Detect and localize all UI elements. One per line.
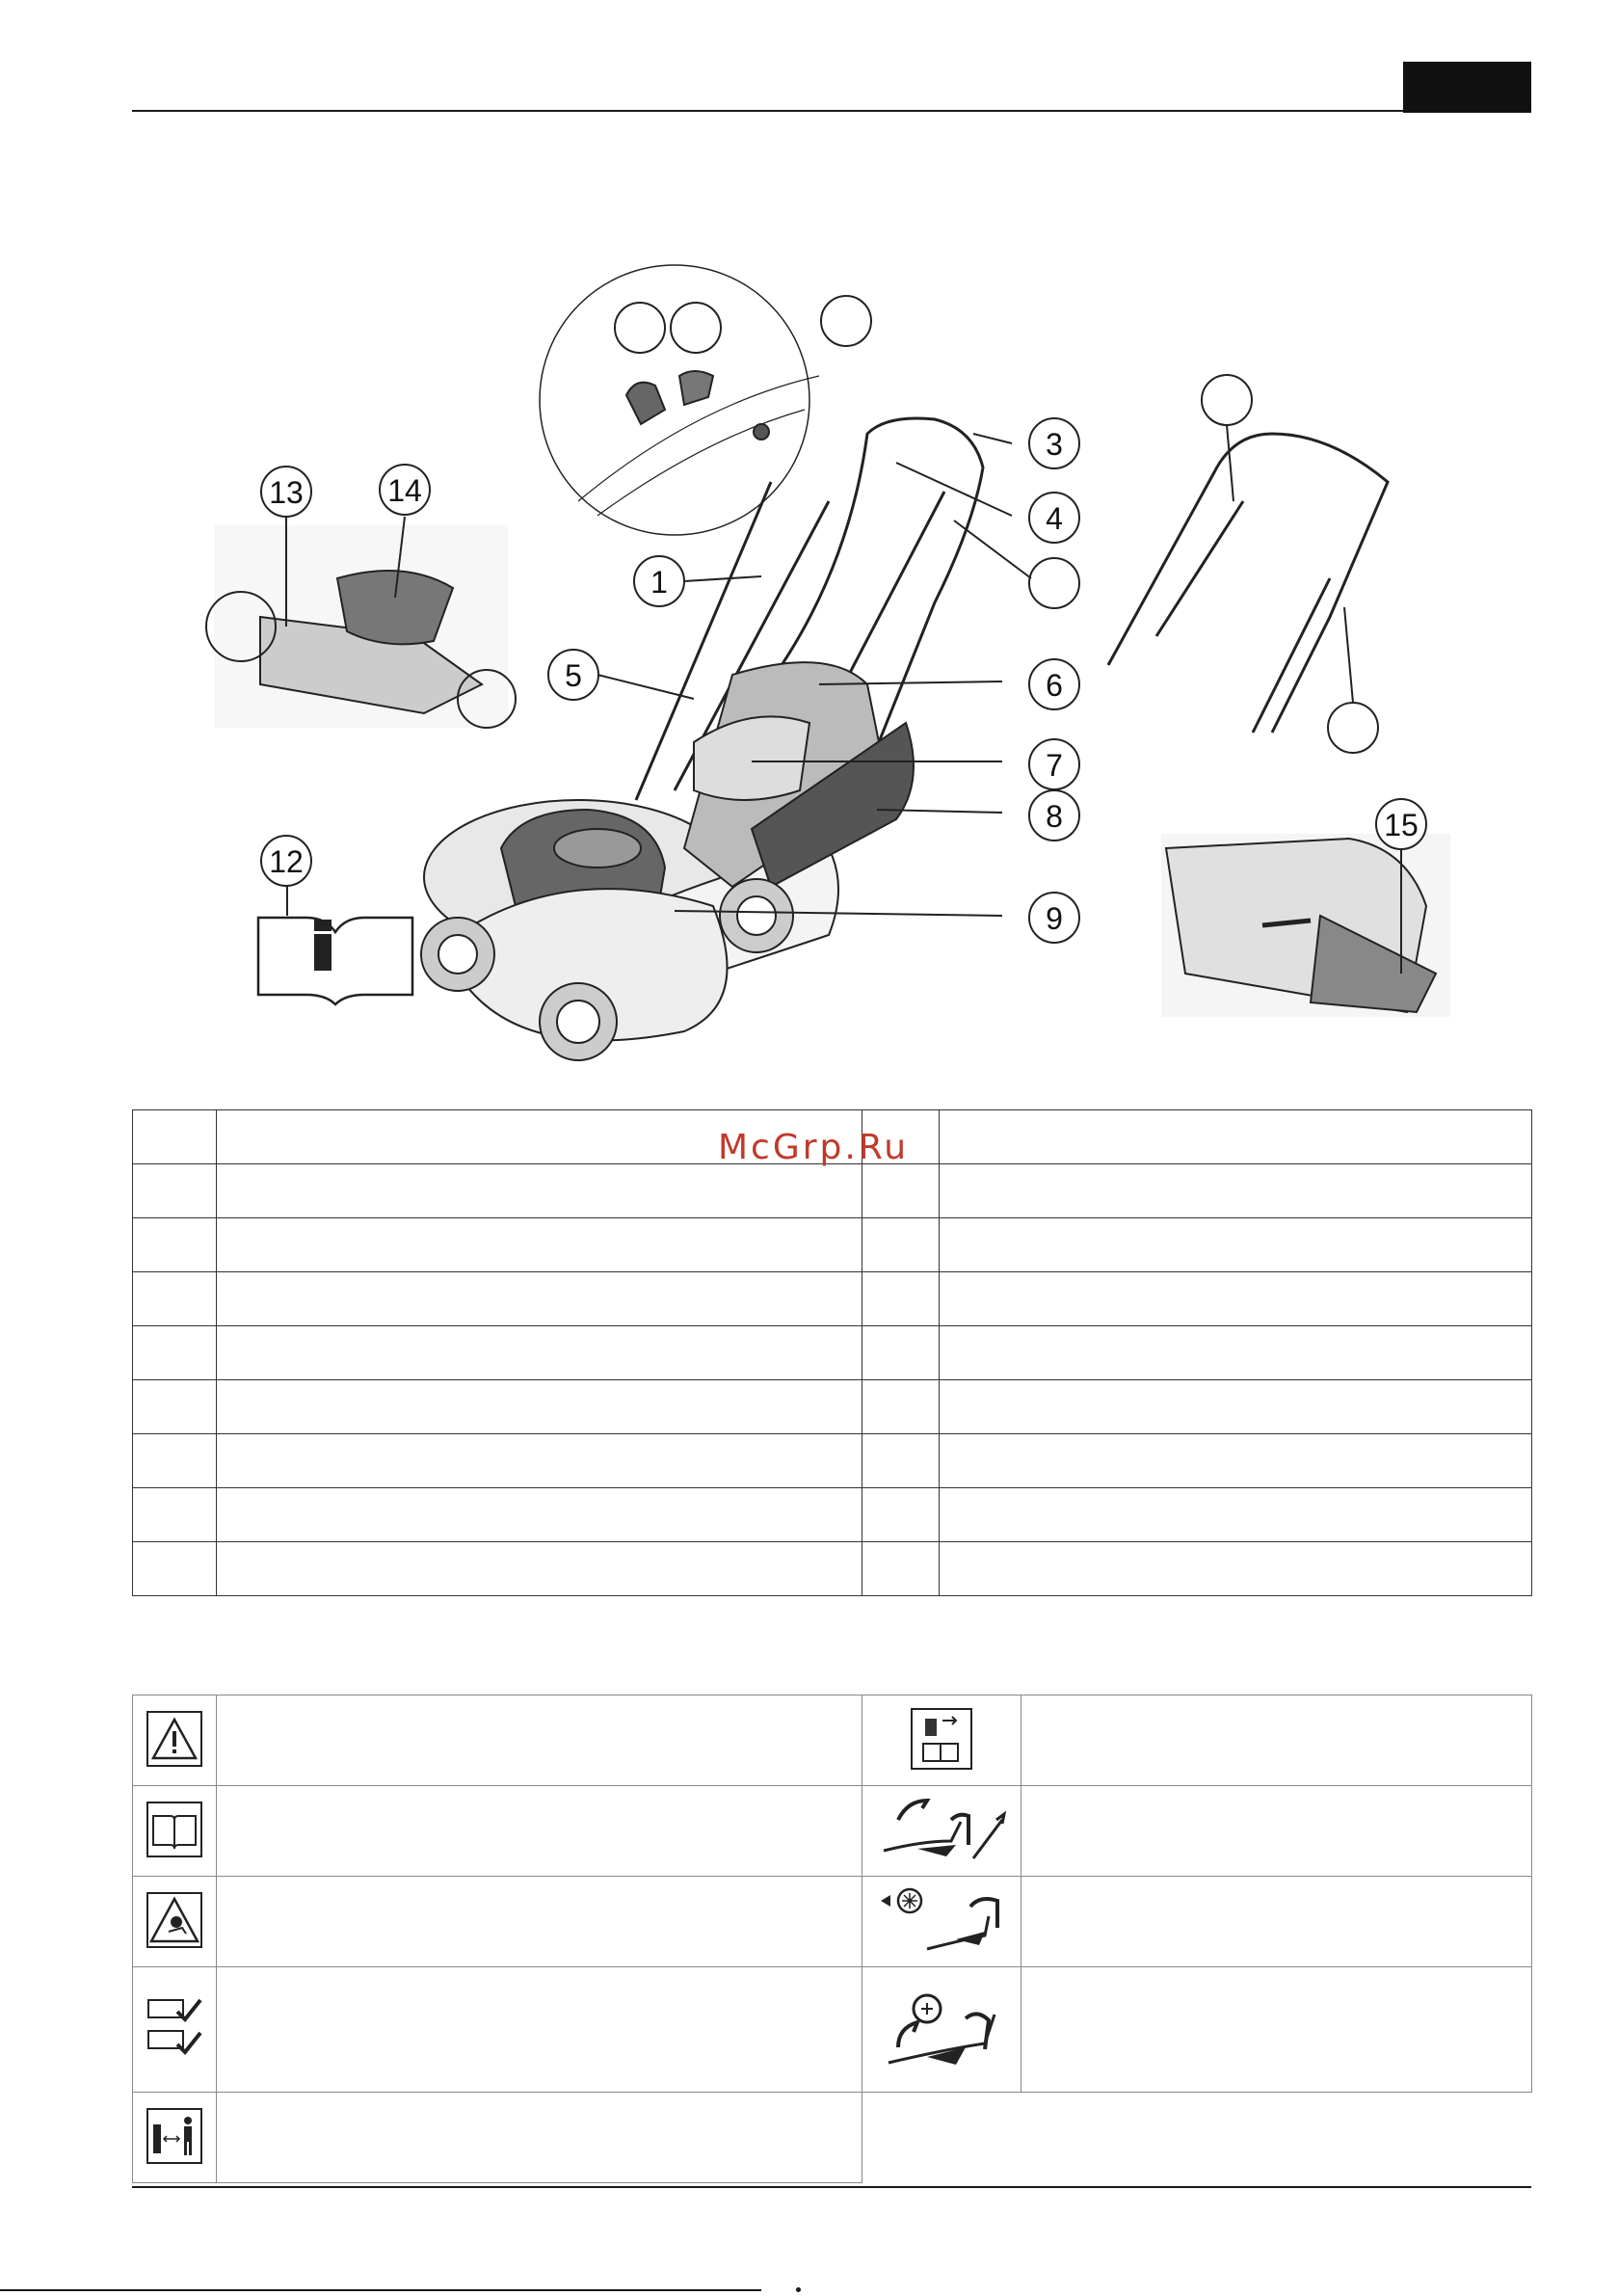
table-cell — [133, 1218, 217, 1272]
unlabeled-callout — [1328, 703, 1378, 753]
table-row — [133, 1488, 1532, 1542]
table-row — [133, 1164, 1532, 1218]
symbol-cell — [133, 1967, 217, 2093]
table-cell — [862, 1488, 940, 1542]
empty-cell — [862, 2093, 1021, 2183]
footer-rule — [132, 2186, 1531, 2188]
symbols-table — [132, 1695, 1532, 2183]
table-cell — [217, 1542, 862, 1596]
symbol-description — [217, 2093, 862, 2183]
table-cell — [862, 1542, 940, 1596]
table-cell — [133, 1542, 217, 1596]
symbol-description — [1021, 1877, 1532, 1967]
callout-label: 9 — [1046, 901, 1063, 936]
parts-table — [132, 1109, 1532, 1596]
table-row — [133, 1218, 1532, 1272]
symbol-cell — [862, 1786, 1021, 1877]
symbol-cell — [862, 1877, 1021, 1967]
callout-label: 12 — [269, 844, 304, 879]
callout-label: 4 — [1046, 501, 1063, 536]
rotating-blade-icon — [869, 1882, 1014, 1959]
table-cell — [217, 1326, 862, 1380]
table-cell — [940, 1380, 1532, 1434]
symbol-cell — [133, 1695, 217, 1786]
callout-label: 8 — [1046, 799, 1063, 834]
keep-distance-icon — [146, 2107, 203, 2165]
manual-book-icon — [146, 1801, 203, 1858]
bottom-rule — [0, 2289, 761, 2291]
table-row — [133, 1434, 1532, 1488]
table-cell — [940, 1434, 1532, 1488]
table-cell — [217, 1488, 862, 1542]
table-cell — [862, 1380, 940, 1434]
table-cell — [217, 1164, 862, 1218]
table-cell — [133, 1272, 217, 1326]
disconnect-spark-plug-icon — [910, 1707, 973, 1771]
unlabeled-callout — [615, 303, 665, 353]
table-cell — [217, 1272, 862, 1326]
detail-magnifier — [540, 265, 809, 535]
unlabeled-callout — [1029, 558, 1079, 608]
empty-cell — [1021, 2093, 1532, 2183]
table-cell — [133, 1434, 217, 1488]
symbol-description — [217, 1695, 862, 1786]
symbol-cell — [862, 1695, 1021, 1786]
table-cell — [940, 1164, 1532, 1218]
symbol-cell — [133, 1786, 217, 1877]
table-cell — [217, 1218, 862, 1272]
table-cell — [133, 1380, 217, 1434]
table-cell — [940, 1272, 1532, 1326]
table-cell — [862, 1272, 940, 1326]
callout-label: 13 — [269, 475, 304, 510]
table-cell — [940, 1218, 1532, 1272]
callout-label: 14 — [387, 473, 422, 508]
table-row — [133, 1272, 1532, 1326]
unlabeled-callout — [671, 303, 721, 353]
symbol-cell — [133, 2093, 217, 2183]
warning-triangle-icon — [146, 1710, 203, 1768]
table-row — [133, 1380, 1532, 1434]
table-cell — [217, 1434, 862, 1488]
table-cell — [133, 1488, 217, 1542]
symbol-description — [217, 1877, 862, 1967]
cutting-hand-icon — [869, 1980, 1014, 2076]
table-cell — [133, 1326, 217, 1380]
table-cell — [133, 1110, 217, 1164]
table-cell — [940, 1326, 1532, 1380]
callout-label: 7 — [1046, 748, 1063, 783]
table-cell — [862, 1164, 940, 1218]
symbol-description — [1021, 1967, 1532, 2093]
symbol-description — [217, 1786, 862, 1877]
table-row — [133, 1326, 1532, 1380]
bottom-dot — [796, 2287, 801, 2292]
table-cell — [217, 1380, 862, 1434]
parts-table-body — [133, 1110, 1532, 1596]
symbol-description — [1021, 1786, 1532, 1877]
table-cell — [862, 1326, 940, 1380]
thrown-objects-icon — [146, 1891, 203, 1949]
callout-label: 1 — [650, 565, 668, 600]
table-cell — [940, 1488, 1532, 1542]
checklist-icon — [143, 1994, 206, 2062]
callout-label: 15 — [1384, 808, 1419, 842]
table-row — [133, 1542, 1532, 1596]
table-cell — [940, 1110, 1532, 1164]
callout-label: 3 — [1046, 427, 1063, 462]
table-cell — [862, 1434, 940, 1488]
table-cell — [940, 1542, 1532, 1596]
symbol-cell — [133, 1877, 217, 1967]
unlabeled-callout — [1202, 375, 1252, 425]
callout-label: 5 — [565, 658, 582, 693]
unlabeled-callout — [821, 296, 871, 346]
symbol-cell — [862, 1967, 1021, 2093]
symbol-description — [1021, 1695, 1532, 1786]
table-cell — [133, 1164, 217, 1218]
callout-label: 6 — [1046, 668, 1063, 703]
symbol-description — [217, 1967, 862, 2093]
mower-illustration — [0, 0, 1618, 1099]
blade-hazard-icon — [869, 1791, 1014, 1868]
watermark: McGrp.Ru — [718, 1128, 910, 1167]
table-cell — [862, 1218, 940, 1272]
